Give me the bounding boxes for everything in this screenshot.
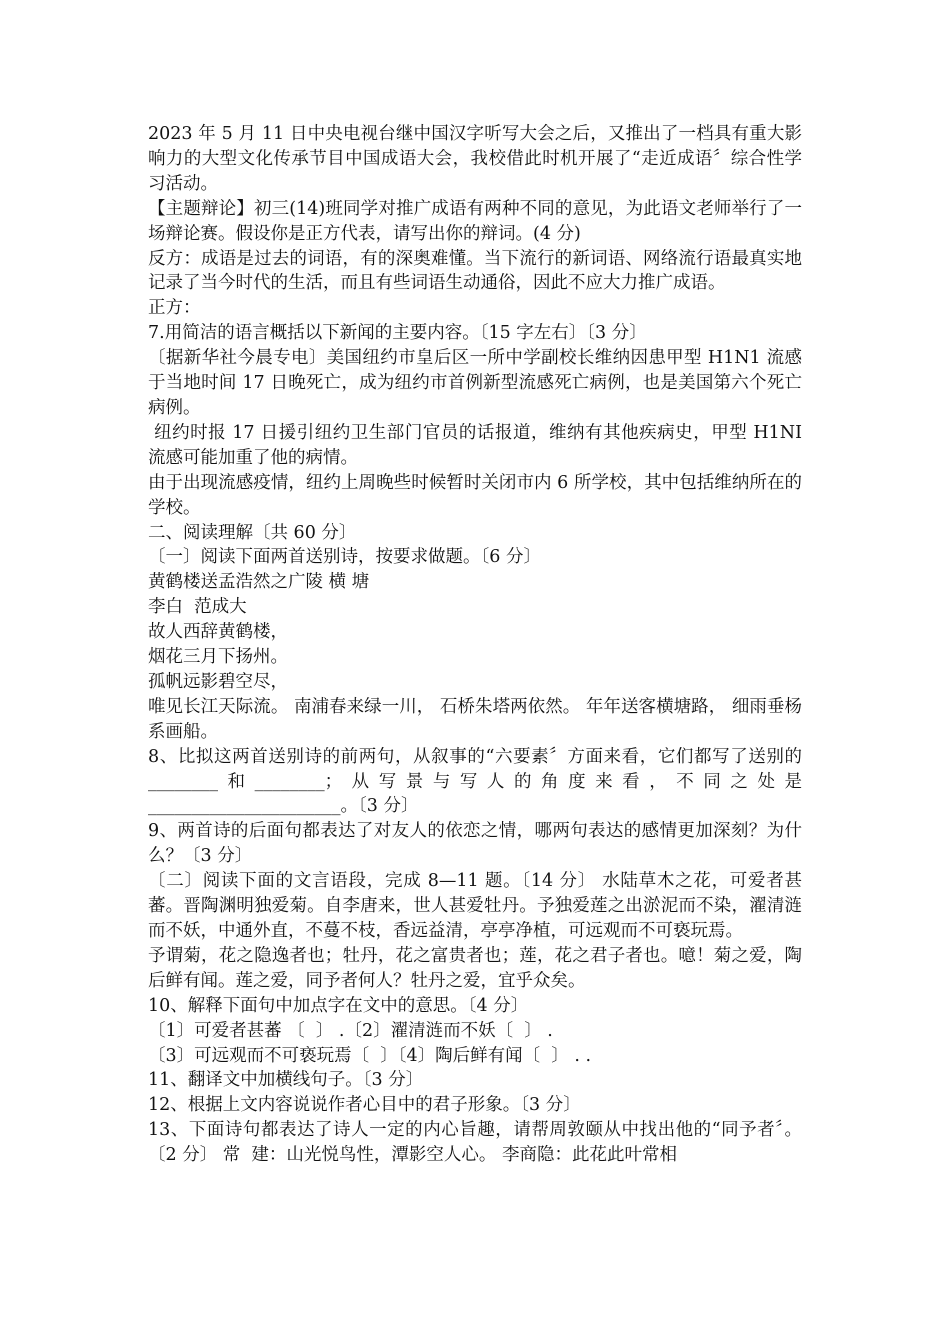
question-12: 12、根据上文内容说说作者心目中的君子形象。〔3 分〕 [148,1095,581,1116]
question-7: 7.用简洁的语言概括以下新闻的主要内容。〔15 字左右〕〔3 分〕 [148,323,647,344]
question-11: 11、翻译文中加横线句子。〔3 分〕 [148,1070,424,1091]
debate-topic-paragraph: 【主题辩论】初三(14)班同学对推广成语有两种不同的意见，为此语文老师举行了一场辩论赛。假设你是正方代表，请写出你的辩词。(4 分) [148,198,802,244]
question-10-items-1-2: 〔1〕可爱者甚蕃 〔 〕 .〔2〕濯清涟而不妖〔 〕 . [148,1020,553,1041]
opposing-side-paragraph: 反方：成语是过去的词语，有的深奥难懂。当下流行的新词语、网络流行语最真实地记录了当今时代的生活，而且有些词语生动通俗，因此不应大力推广成语。 [148,248,802,294]
poem-authors: 李白 范成大 [148,597,247,618]
question-10: 10、解释下面句中加点字在文中的意思。〔4 分〕 [148,995,529,1016]
news-paragraph-1: 〔据新华社今晨专电〕美国纽约市皇后区一所中学副校长维纳因患甲型 H1N1 流感于当地时间 17 日晚死亡，成为纽约市首例新型流感死亡病例，也是美国第六个死亡病例。 [148,348,802,418]
poem-line: 故人西辞黄鹤楼， [148,622,288,643]
question-13: 13、下面诗句都表达了诗人一定的内心旨趣，请帮周敦颐从中找出他的“同予者〞。〔2 分〕 常 建：山光悦鸟性，潭影空人心。 李商隐：此花此叶常相 [148,1120,802,1166]
poem-line: 孤帆远影碧空尽， [148,671,288,692]
poem-line: 烟花三月下扬州。 [148,647,288,668]
question-9: 9、两首诗的后面句都表达了对友人的依恋之情，哪两句表达的感情更加深刻？为什么？〔3 分〕 [148,821,802,867]
poem-line: 唯见长江天际流。 南浦春来绿一川， 石桥朱塔两依然。 年年送客横塘路， 细雨垂杨系画船。 [148,696,802,742]
document-page [148,122,808,1168]
question-8: 8、比拟这两首送别诗的前两句，从叙事的“六要素〞方面来看，它们都写了送别的________和________；从写景与写人的角度来看，不同之处是______________________。〔3 分〕 [148,746,802,817]
question-10-items-3-4: 〔3〕可远观而不可亵玩焉〔 〕〔4〕陶后鲜有闻〔 〕 . . [148,1045,592,1066]
classical-text-paragraph-1: 〔二〕阅读下面的文言语段，完成 8—11 题。〔14 分〕 水陆草木之花，可爱者甚蕃。晋陶渊明独爱菊。自李唐来，世人甚爱牡丹。予独爱莲之出淤泥而不染，濯清涟而不妖，中通外直，不蔓不枝，香远益清，亭亭净植，可远观而不可亵玩焉。 [148,871,802,941]
poem-titles: 黄鹤楼送孟浩然之广陵 横 塘 [148,572,370,593]
affirmative-side-label: 正方： [148,298,201,319]
news-paragraph-3: 由于出现流感疫情，纽约上周晚些时候暂时关闭市内 6 所学校，其中包括维纳所在的学校。 [148,472,802,518]
section-heading-reading: 二、阅读理解〔共 60 分〕 [148,522,357,543]
classical-text-paragraph-2: 予谓菊，花之隐逸者也；牡丹，花之富贵者也；莲，花之君子者也。噫！菊之爱，陶后鲜有闻。莲之爱，同予者何人？牡丹之爱，宜乎众矣。 [148,945,802,991]
intro-paragraph: 2023 年 5 月 11 日中央电视台继中国汉字听写大会之后，又推出了一档具有重大影响力的大型文化传承节目中国成语大会，我校借此时机开展了“走近成语〞综合性学习活动。 [148,124,802,194]
subsection-heading-poems: 〔一〕阅读下面两首送别诗，按要求做题。〔6 分〕 [148,547,541,568]
news-paragraph-2: 纽约时报 17 日援引纽约卫生部门官员的话报道，维纳有其他疾病史，甲型 H1NI 流感可能加重了他的病情。 [148,422,808,468]
